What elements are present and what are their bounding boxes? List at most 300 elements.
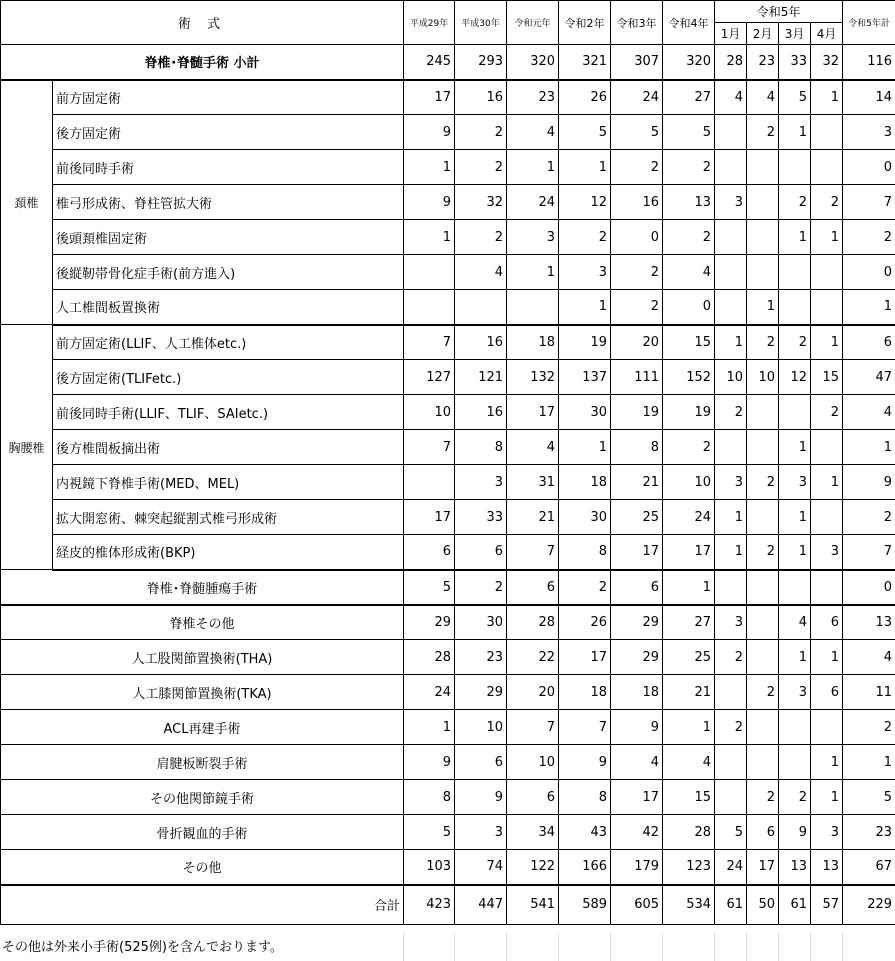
- value-cell: 6: [747, 815, 779, 850]
- table-row: [1, 640, 895, 675]
- value-cell: 2: [455, 115, 507, 150]
- value-cell: 8: [559, 780, 611, 815]
- value-cell: 1: [404, 220, 455, 255]
- value-cell: 27: [663, 80, 715, 115]
- value-cell: [715, 570, 747, 605]
- value-cell: [507, 290, 559, 325]
- value-cell: 9: [455, 780, 507, 815]
- value-cell: 1: [779, 115, 811, 150]
- value-cell: 2: [843, 220, 895, 255]
- table-row: [1, 80, 895, 115]
- value-cell: 1: [779, 535, 811, 570]
- value-cell: 605: [611, 885, 663, 925]
- table-row: [1, 710, 895, 745]
- value-cell: 3: [811, 815, 843, 850]
- procedure-label: 前後同時手術: [53, 150, 404, 185]
- value-cell: 1: [715, 500, 747, 535]
- procedure-label: 人工椎間板置換術: [53, 290, 404, 325]
- value-cell: 24: [715, 850, 747, 885]
- procedure-label: ACL再建手術: [1, 710, 404, 745]
- value-cell: 6: [507, 570, 559, 605]
- value-cell: [747, 185, 779, 220]
- value-cell: 10: [507, 745, 559, 780]
- grid-line: [778, 933, 779, 961]
- value-cell: 57: [811, 885, 843, 925]
- value-cell: 2: [715, 395, 747, 430]
- value-cell: 152: [663, 360, 715, 395]
- value-cell: 28: [404, 640, 455, 675]
- value-cell: 19: [663, 395, 715, 430]
- value-cell: 5: [611, 115, 663, 150]
- value-cell: 2: [843, 500, 895, 535]
- value-cell: 15: [663, 780, 715, 815]
- value-cell: 6: [843, 325, 895, 360]
- value-cell: 24: [507, 185, 559, 220]
- value-cell: 2: [747, 780, 779, 815]
- value-cell: [811, 500, 843, 535]
- value-cell: 534: [663, 885, 715, 925]
- value-cell: [455, 290, 507, 325]
- value-cell: 8: [611, 430, 663, 465]
- value-cell: [747, 430, 779, 465]
- value-cell: 5: [779, 80, 811, 115]
- value-cell: 6: [811, 605, 843, 640]
- value-cell: 74: [455, 850, 507, 885]
- value-cell: 18: [611, 675, 663, 710]
- value-cell: 29: [404, 605, 455, 640]
- value-cell: 4: [663, 255, 715, 290]
- value-cell: 1: [779, 500, 811, 535]
- value-cell: 1: [811, 640, 843, 675]
- value-cell: 2: [663, 220, 715, 255]
- grid-line: [454, 933, 455, 961]
- value-cell: 1: [779, 220, 811, 255]
- value-cell: 16: [455, 80, 507, 115]
- value-cell: 2: [779, 325, 811, 360]
- value-cell: [715, 115, 747, 150]
- value-cell: 18: [507, 325, 559, 360]
- value-cell: 2: [747, 325, 779, 360]
- value-cell: [811, 115, 843, 150]
- value-cell: 23: [747, 45, 779, 80]
- value-cell: 28: [663, 815, 715, 850]
- value-cell: 2: [715, 640, 747, 675]
- value-cell: 541: [507, 885, 559, 925]
- procedure-label: 前方固定術: [53, 80, 404, 115]
- procedure-label: 後方固定術(TLIFetc.): [53, 360, 404, 395]
- value-cell: 2: [747, 115, 779, 150]
- value-cell: 7: [507, 535, 559, 570]
- value-cell: [779, 570, 811, 605]
- value-cell: 3: [843, 115, 895, 150]
- value-cell: 17: [747, 850, 779, 885]
- value-cell: 17: [559, 640, 611, 675]
- value-cell: 6: [455, 745, 507, 780]
- value-cell: 2: [747, 535, 779, 570]
- value-cell: 423: [404, 885, 455, 925]
- value-cell: 23: [455, 640, 507, 675]
- procedure-label: 人工股関節置換術(THA): [1, 640, 404, 675]
- table-row: [1, 885, 895, 925]
- value-cell: [404, 255, 455, 290]
- table-row: [1, 535, 895, 570]
- value-cell: 2: [779, 185, 811, 220]
- value-cell: 16: [611, 185, 663, 220]
- procedure-label: 後頭頚椎固定術: [53, 220, 404, 255]
- value-cell: 3: [715, 465, 747, 500]
- table-row: [1, 850, 895, 885]
- procedure-label: 合計: [1, 885, 404, 925]
- value-cell: 589: [559, 885, 611, 925]
- value-cell: 2: [559, 220, 611, 255]
- grid-line: [746, 933, 747, 961]
- value-cell: [779, 710, 811, 745]
- value-cell: 24: [404, 675, 455, 710]
- value-cell: 1: [843, 290, 895, 325]
- value-cell: 2: [611, 150, 663, 185]
- value-cell: 13: [779, 850, 811, 885]
- table-row: [1, 325, 895, 360]
- grid-line: [810, 933, 811, 961]
- grid-line: [558, 933, 559, 961]
- grid-line: [506, 933, 507, 961]
- grid-line: [610, 933, 611, 961]
- value-cell: 61: [715, 885, 747, 925]
- value-cell: 1: [715, 325, 747, 360]
- value-cell: [747, 255, 779, 290]
- value-cell: 6: [507, 780, 559, 815]
- value-cell: 2: [843, 710, 895, 745]
- value-cell: 18: [559, 465, 611, 500]
- value-cell: [747, 220, 779, 255]
- procedure-label: 前後同時手術(LLIF、TLIF、SAIetc.): [53, 395, 404, 430]
- value-cell: 1: [663, 570, 715, 605]
- value-cell: 2: [747, 465, 779, 500]
- value-cell: 2: [611, 290, 663, 325]
- value-cell: 5: [559, 115, 611, 150]
- value-cell: 17: [404, 500, 455, 535]
- value-cell: 321: [559, 45, 611, 80]
- value-cell: [811, 570, 843, 605]
- value-cell: 19: [559, 325, 611, 360]
- header-year-h29: 平成29年: [404, 1, 455, 45]
- category-thoracolumbar: 胸腰椎: [1, 325, 53, 570]
- value-cell: [811, 430, 843, 465]
- value-cell: 127: [404, 360, 455, 395]
- value-cell: 34: [507, 815, 559, 850]
- header-r5: 令和5年: [715, 1, 843, 23]
- value-cell: 0: [663, 290, 715, 325]
- value-cell: 4: [779, 605, 811, 640]
- value-cell: 3: [507, 220, 559, 255]
- value-cell: 12: [779, 360, 811, 395]
- value-cell: 447: [455, 885, 507, 925]
- value-cell: [747, 710, 779, 745]
- value-cell: 4: [843, 640, 895, 675]
- value-cell: 28: [507, 605, 559, 640]
- value-cell: 12: [559, 185, 611, 220]
- value-cell: 13: [843, 605, 895, 640]
- value-cell: 1: [811, 220, 843, 255]
- value-cell: 1: [404, 710, 455, 745]
- value-cell: 9: [404, 115, 455, 150]
- value-cell: 293: [455, 45, 507, 80]
- value-cell: 16: [455, 395, 507, 430]
- value-cell: [715, 430, 747, 465]
- header-month-3: 3月: [779, 23, 811, 45]
- value-cell: 9: [559, 745, 611, 780]
- value-cell: 0: [843, 255, 895, 290]
- value-cell: [747, 640, 779, 675]
- value-cell: 32: [455, 185, 507, 220]
- procedure-label: 内視鏡下脊椎手術(MED、MEL): [53, 465, 404, 500]
- value-cell: 1: [779, 640, 811, 675]
- value-cell: 3: [455, 465, 507, 500]
- value-cell: 3: [811, 535, 843, 570]
- procedure-label: 肩腱板断裂手術: [1, 745, 404, 780]
- value-cell: 29: [611, 605, 663, 640]
- value-cell: 2: [747, 675, 779, 710]
- value-cell: 2: [663, 150, 715, 185]
- value-cell: 31: [507, 465, 559, 500]
- value-cell: 17: [611, 780, 663, 815]
- procedure-label: 脊椎その他: [1, 605, 404, 640]
- value-cell: 2: [715, 710, 747, 745]
- value-cell: 29: [611, 640, 663, 675]
- value-cell: [779, 150, 811, 185]
- table-row: [1, 430, 895, 465]
- header-month-2: 2月: [747, 23, 779, 45]
- table-row: [1, 780, 895, 815]
- value-cell: 4: [455, 255, 507, 290]
- value-cell: 14: [843, 80, 895, 115]
- value-cell: 0: [843, 150, 895, 185]
- value-cell: 4: [507, 430, 559, 465]
- value-cell: 21: [507, 500, 559, 535]
- value-cell: [779, 290, 811, 325]
- table-row: [1, 675, 895, 710]
- value-cell: 1: [843, 430, 895, 465]
- value-cell: [779, 745, 811, 780]
- header-year-r1: 令和元年: [507, 1, 559, 45]
- value-cell: 9: [843, 465, 895, 500]
- table-row: [1, 500, 895, 535]
- value-cell: [404, 290, 455, 325]
- value-cell: [747, 570, 779, 605]
- value-cell: 0: [611, 220, 663, 255]
- value-cell: 4: [843, 395, 895, 430]
- table-row: [1, 465, 895, 500]
- value-cell: 17: [507, 395, 559, 430]
- value-cell: [715, 780, 747, 815]
- header-year-r3: 令和3年: [611, 1, 663, 45]
- value-cell: 7: [559, 710, 611, 745]
- value-cell: 17: [404, 80, 455, 115]
- value-cell: 3: [715, 185, 747, 220]
- value-cell: [779, 395, 811, 430]
- value-cell: 8: [404, 780, 455, 815]
- value-cell: 30: [559, 500, 611, 535]
- value-cell: 15: [811, 360, 843, 395]
- value-cell: 27: [663, 605, 715, 640]
- value-cell: 1: [747, 290, 779, 325]
- footnote: その他は外来小手術(525例)を含んでおります。: [2, 940, 283, 955]
- value-cell: 111: [611, 360, 663, 395]
- value-cell: 1: [715, 535, 747, 570]
- value-cell: 26: [559, 80, 611, 115]
- value-cell: 6: [404, 535, 455, 570]
- value-cell: 4: [611, 745, 663, 780]
- procedure-label: 人工膝関節置換術(TKA): [1, 675, 404, 710]
- value-cell: 29: [455, 675, 507, 710]
- value-cell: 179: [611, 850, 663, 885]
- value-cell: 6: [455, 535, 507, 570]
- header-r5-total: 令和5年計: [843, 1, 895, 45]
- value-cell: [747, 745, 779, 780]
- value-cell: 3: [715, 605, 747, 640]
- value-cell: 9: [611, 710, 663, 745]
- table-row: [1, 290, 895, 325]
- procedure-label: 脊椎･脊髄手術 小計: [1, 45, 404, 80]
- value-cell: [715, 290, 747, 325]
- value-cell: 116: [843, 45, 895, 80]
- value-cell: 1: [559, 290, 611, 325]
- value-cell: 7: [404, 430, 455, 465]
- value-cell: 10: [404, 395, 455, 430]
- value-cell: 9: [404, 185, 455, 220]
- value-cell: 20: [611, 325, 663, 360]
- value-cell: 5: [715, 815, 747, 850]
- value-cell: 1: [811, 780, 843, 815]
- value-cell: 1: [843, 745, 895, 780]
- value-cell: 24: [611, 80, 663, 115]
- table-row: [1, 605, 895, 640]
- procedure-label: 前方固定術(LLIF、人工椎体etc.): [53, 325, 404, 360]
- value-cell: 2: [811, 395, 843, 430]
- value-cell: 6: [811, 675, 843, 710]
- procedure-label: 経皮的椎体形成術(BKP): [53, 535, 404, 570]
- header-procedure: 術 式: [1, 1, 404, 45]
- value-cell: 10: [455, 710, 507, 745]
- value-cell: 121: [455, 360, 507, 395]
- value-cell: 13: [811, 850, 843, 885]
- value-cell: 4: [747, 80, 779, 115]
- value-cell: 2: [611, 255, 663, 290]
- value-cell: 1: [663, 710, 715, 745]
- value-cell: 166: [559, 850, 611, 885]
- value-cell: 4: [507, 115, 559, 150]
- value-cell: [811, 255, 843, 290]
- value-cell: 26: [559, 605, 611, 640]
- table-row: [1, 360, 895, 395]
- value-cell: 30: [559, 395, 611, 430]
- value-cell: 1: [779, 430, 811, 465]
- value-cell: 17: [611, 535, 663, 570]
- value-cell: 16: [455, 325, 507, 360]
- value-cell: 25: [611, 500, 663, 535]
- table-row: [1, 395, 895, 430]
- value-cell: [404, 465, 455, 500]
- value-cell: 123: [663, 850, 715, 885]
- procedure-label: その他: [1, 850, 404, 885]
- value-cell: [715, 255, 747, 290]
- table-row: [1, 220, 895, 255]
- value-cell: 3: [779, 465, 811, 500]
- value-cell: 1: [811, 80, 843, 115]
- value-cell: 10: [715, 360, 747, 395]
- value-cell: [747, 500, 779, 535]
- value-cell: 9: [404, 745, 455, 780]
- value-cell: 21: [663, 675, 715, 710]
- value-cell: 3: [779, 675, 811, 710]
- value-cell: 9: [779, 815, 811, 850]
- value-cell: 28: [715, 45, 747, 80]
- procedure-label: 椎弓形成術、脊柱管拡大術: [53, 185, 404, 220]
- value-cell: 18: [559, 675, 611, 710]
- value-cell: [715, 220, 747, 255]
- value-cell: 132: [507, 360, 559, 395]
- procedure-label: 骨折観血的手術: [1, 815, 404, 850]
- value-cell: 5: [404, 815, 455, 850]
- value-cell: 5: [404, 570, 455, 605]
- value-cell: 20: [507, 675, 559, 710]
- value-cell: 2: [455, 150, 507, 185]
- value-cell: 23: [843, 815, 895, 850]
- value-cell: 47: [843, 360, 895, 395]
- value-cell: 11: [843, 675, 895, 710]
- value-cell: 122: [507, 850, 559, 885]
- procedure-label: その他関節鏡手術: [1, 780, 404, 815]
- value-cell: 320: [507, 45, 559, 80]
- value-cell: 1: [507, 150, 559, 185]
- value-cell: 245: [404, 45, 455, 80]
- procedure-label: 脊椎･脊髄腫瘍手術: [1, 570, 404, 605]
- value-cell: 24: [663, 500, 715, 535]
- value-cell: [715, 675, 747, 710]
- value-cell: 19: [611, 395, 663, 430]
- table-row: [1, 570, 895, 605]
- value-cell: [811, 290, 843, 325]
- value-cell: [811, 710, 843, 745]
- value-cell: 307: [611, 45, 663, 80]
- procedure-label: 拡大開窓術、棘突起縦割式椎弓形成術: [53, 500, 404, 535]
- value-cell: 7: [507, 710, 559, 745]
- value-cell: 8: [455, 430, 507, 465]
- value-cell: 17: [663, 535, 715, 570]
- value-cell: 3: [559, 255, 611, 290]
- value-cell: [747, 150, 779, 185]
- value-cell: 67: [843, 850, 895, 885]
- grid-line: [842, 933, 843, 961]
- value-cell: 30: [455, 605, 507, 640]
- table-row: [1, 115, 895, 150]
- value-cell: 7: [843, 185, 895, 220]
- value-cell: 21: [611, 465, 663, 500]
- value-cell: 1: [811, 325, 843, 360]
- value-cell: 5: [843, 780, 895, 815]
- value-cell: 42: [611, 815, 663, 850]
- header-month-1: 1月: [715, 23, 747, 45]
- value-cell: 2: [559, 570, 611, 605]
- table-row: [1, 815, 895, 850]
- value-cell: [779, 255, 811, 290]
- value-cell: [715, 745, 747, 780]
- value-cell: 25: [663, 640, 715, 675]
- value-cell: 1: [507, 255, 559, 290]
- value-cell: 7: [843, 535, 895, 570]
- value-cell: 229: [843, 885, 895, 925]
- value-cell: 320: [663, 45, 715, 80]
